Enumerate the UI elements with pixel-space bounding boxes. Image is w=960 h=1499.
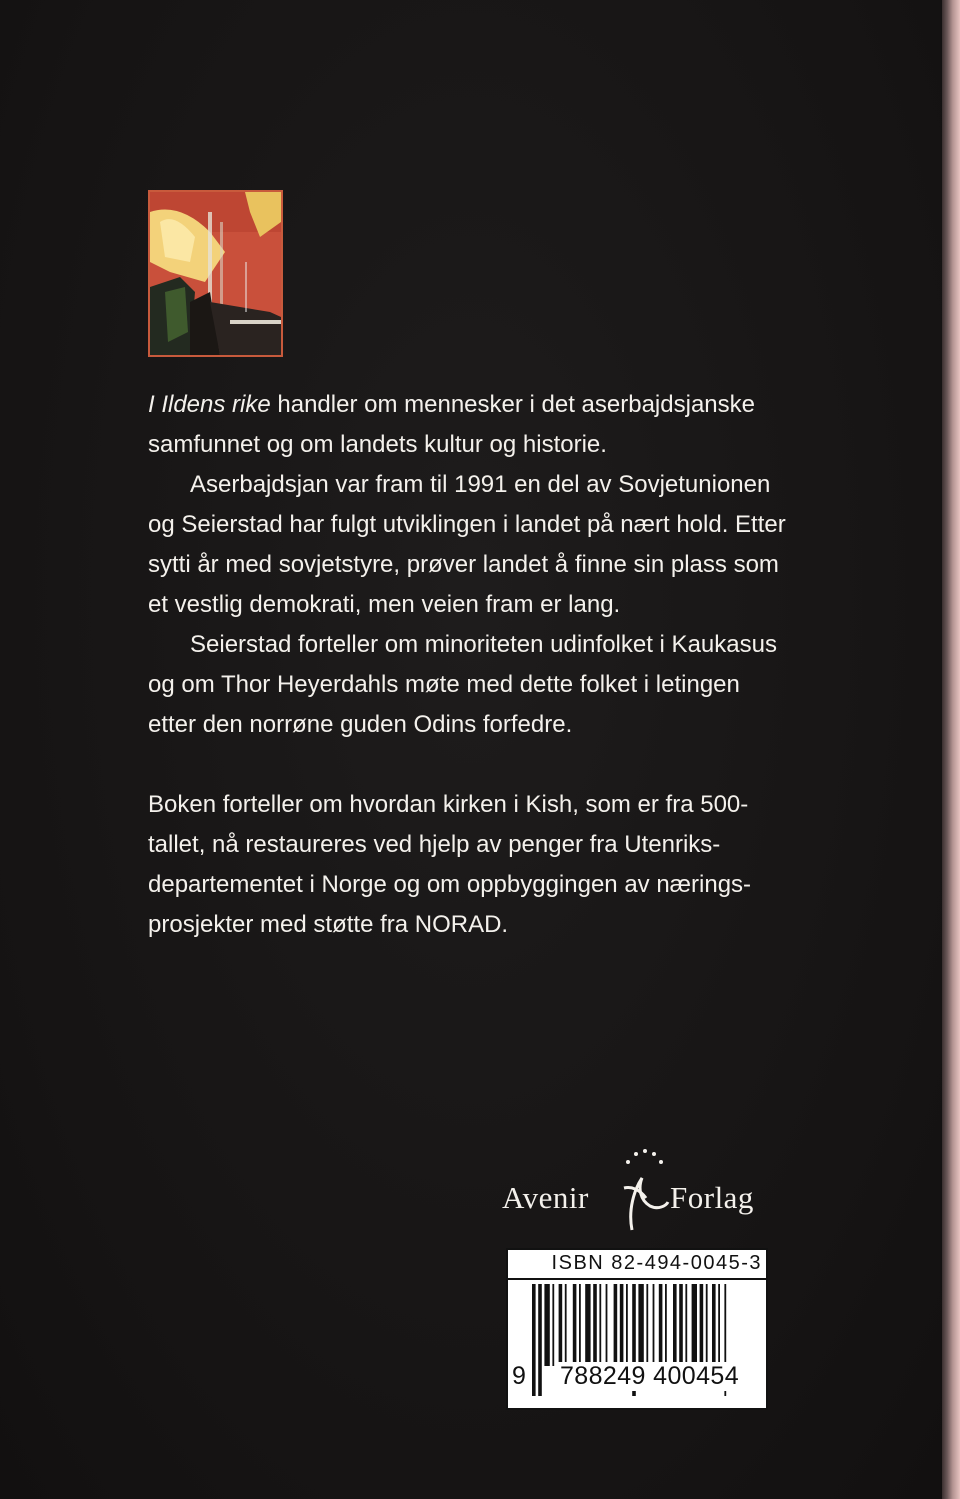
ean-leading-digit: 9 <box>512 1362 526 1390</box>
painting-thumbnail <box>148 190 283 357</box>
isbn-barcode-label <box>506 1248 768 1410</box>
avenir-forlag-logo-icon <box>610 1140 670 1235</box>
blurb-paragraph-1-text: handler om mennesker i det aserbajdsjanske samfunnet og om landets kultur og historie. <box>148 391 755 458</box>
blurb-paragraph-3: Seierstad forteller om minoriteten udinfolket i Kaukasus og om Thor Heyerdahls møte med dette folket i letingen etter den norrøne guden Odins forfedre. <box>148 631 777 738</box>
blurb-paragraph-2: Aserbajdsjan var fram til 1991 en del av Sovjetunionen og Seierstad har fulgt utviklingen i landet på nært hold. Etter sytti år med sovjetstyre, prøver landet å finne sin plass som et vestlig demokrati, men veien fram er lang. <box>148 471 786 618</box>
blurb-text <box>148 385 788 945</box>
page-edge <box>942 0 960 1499</box>
isbn-divider <box>508 1278 766 1280</box>
publisher-name-left: Avenir <box>502 1180 589 1215</box>
blurb-paragraph-1 <box>148 385 788 465</box>
publisher-logo <box>502 1140 782 1235</box>
abstract-painting-icon <box>150 192 281 355</box>
blurb-paragraph-4: Boken forteller om hvordan kirken i Kish, som er fra 500-tallet, nå restaureres ved hjelp av penger fra Utenriks-departementet i Norge og om oppbyggingen av nærings-prosjekter med støtte fra NORAD. <box>148 791 752 938</box>
publisher-name-right: Forlag <box>670 1180 754 1215</box>
isbn-number: ISBN 82-494-0045-3 <box>551 1252 762 1274</box>
book-title-inline: I Ildens rike <box>148 391 271 418</box>
ean-digits: 788249 400454 <box>560 1362 739 1390</box>
